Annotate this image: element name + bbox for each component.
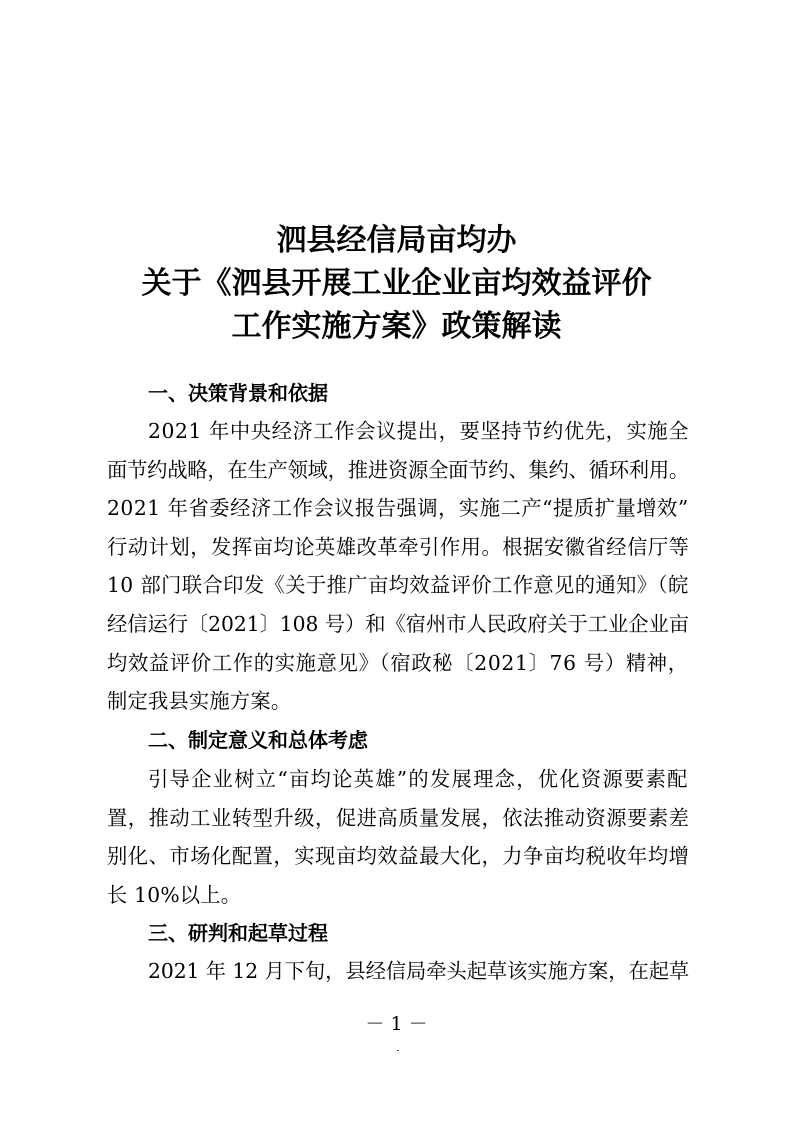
text-line: 2021 年 12 月下旬，县经信局牵头起草该实施方案，在起草 (148, 959, 690, 983)
text-line: 2021 年中央经济工作会议提出，要坚持节约优先，实施全 (148, 419, 690, 443)
section-body-2 (107, 760, 689, 914)
title-line-2: 关于《泗县开展工业企业亩均效益评价 (141, 266, 652, 301)
section-heading-2: 二、制定意义和总体考虑 (148, 728, 368, 752)
text-line: 10 部门联合印发《关于推广亩均效益评价工作意见的通知》（皖 (107, 573, 689, 598)
section-heading-3: 三、研判和起草过程 (148, 921, 328, 945)
page-footer-mark (397, 1050, 399, 1051)
text-line: 2021 年省委经济工作会议报告强调，实施二产“提质扩量增效” (107, 496, 689, 521)
text-line: 经信运行〔2021〕108 号）和《宿州市人民政府关于工业企业亩 (107, 611, 689, 636)
title-line-1: 泗县经信局亩均办 (276, 223, 517, 258)
text-line: 长 10%以上。 (107, 882, 242, 907)
text-line: 面节约战略，在生产领域，推进资源全面节约、集约、循环利用。 (107, 457, 689, 482)
text-line: 均效益评价工作的实施意见》（宿政秘〔2021〕76 号）精神， (107, 650, 689, 675)
section-heading-1: 一、决策背景和依据 (148, 381, 328, 405)
text-line: 制定我县实施方案。 (107, 689, 292, 714)
section-body-1 (107, 412, 689, 721)
text-line: 别化、市场化配置，实现亩均效益最大化，力争亩均税收年均增 (107, 844, 690, 869)
document-title (0, 219, 793, 348)
page-number: － 1 － (365, 1013, 428, 1035)
text-line: 置，推动工业转型升级，促进高质量发展，依法推动资源要素差 (107, 805, 690, 830)
text-line: 引导企业树立“亩均论英雄”的发展理念，优化资源要素配 (148, 767, 689, 791)
title-line-3: 工作实施方案》政策解读 (231, 309, 562, 344)
text-line: 行动计划，发挥亩均论英雄改革牵引作用。根据安徽省经信厅等 (107, 534, 690, 559)
section-body-3 (107, 952, 689, 991)
